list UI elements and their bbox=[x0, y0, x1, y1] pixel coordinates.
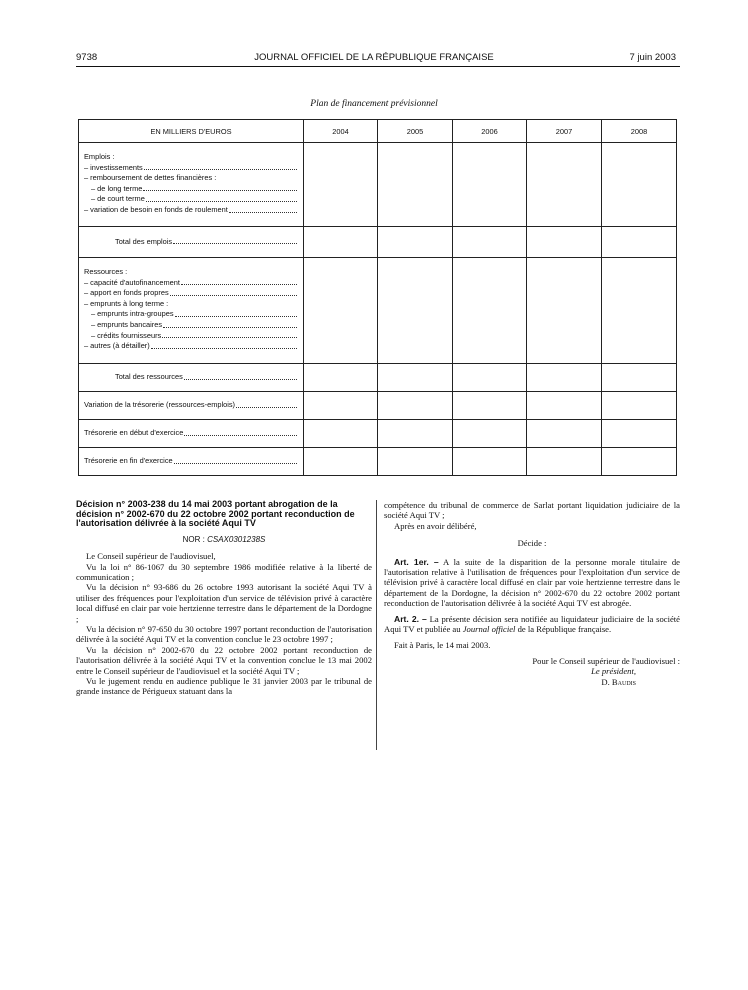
table-row bbox=[79, 420, 677, 448]
line-item: – apport en fonds propres bbox=[84, 288, 297, 299]
line-item: Variation de la trésorerie (ressources-emplois) bbox=[84, 400, 297, 411]
table-header-row bbox=[79, 120, 677, 143]
paragraph: Le Conseil supérieur de l'audiovisuel, bbox=[86, 551, 216, 562]
fait-a-paris: Fait à Paris, le 14 mai 2003. bbox=[394, 640, 491, 651]
decide-heading: Décide : bbox=[517, 538, 547, 549]
table-row bbox=[79, 227, 677, 258]
paragraph: compétence du tribunal de commerce de Sarlat portant liquidation judiciaire de la société Aqui TV ; bbox=[384, 500, 680, 521]
line-item: – de court terme bbox=[84, 194, 297, 205]
paragraph: Vu la décision n° 97-650 du 30 octobre 1997 portant reconduction de l'autorisation délivrée à la société Aqui TV et la convention conclue le 23 octobre 1997 ; bbox=[76, 624, 372, 645]
treso-fin-cell bbox=[79, 448, 304, 476]
line-item: – investissements bbox=[84, 163, 297, 174]
total-ressources-cell bbox=[79, 364, 304, 392]
table-row bbox=[79, 364, 677, 392]
emplois-cell bbox=[79, 143, 304, 227]
paragraph: Vu la décision n° 93-686 du 26 octobre 1993 autorisant la société Aqui TV à utiliser des fréquences pour l'exploitation d'un service de télévision privé à caractère local diffusé en clair par voie hertzienne terrestre dans le département de la Dordogne ; bbox=[76, 582, 372, 624]
column-header: 2006 bbox=[453, 120, 527, 143]
table-row bbox=[79, 448, 677, 476]
column-header: 2008 bbox=[602, 120, 677, 143]
signature-for: Pour le Conseil supérieur de l'audiovisuel : bbox=[532, 655, 680, 666]
treso-debut-cell bbox=[79, 420, 304, 448]
financing-plan-table bbox=[78, 119, 677, 476]
column-separator bbox=[376, 500, 377, 750]
ressources-heading: Ressources : bbox=[84, 267, 128, 276]
paragraph: Vu la décision n° 2002-670 du 22 octobre 2002 portant reconduction de l'autorisation délivrée à la société Aqui TV et la convention conclue le 13 mai 2002 entre le Conseil supérieur de l'audiovisuel et la société Aqui TV ; bbox=[76, 644, 372, 676]
header-rule bbox=[76, 66, 680, 67]
line-item: – emprunts intra-groupes bbox=[84, 309, 297, 320]
page-number: 9738 bbox=[76, 52, 98, 63]
issue-date: 7 juin 2003 bbox=[629, 52, 676, 63]
line-item: Total des emplois bbox=[84, 237, 297, 248]
article-1: Art. 1er. – A la suite de la disparition de la personne morale titulaire de l'autorisation relative à l'utilisation de fréquences pour l'exploitation d'un service de télévision privé à caractère local diffusé en clair par voie hertzienne terrestre dans le département de la Dordogne, la décision n° 2002-670 du 22 octobre 2002 portant reconduction de l'autorisation délivrée à la société Aqui TV est abrogée. bbox=[384, 556, 680, 609]
line-item: Trésorerie en début d'exercice bbox=[84, 428, 297, 439]
column-header: EN MILLIERS D'EUROS bbox=[79, 120, 304, 143]
line-item: Trésorerie en fin d'exercice bbox=[84, 456, 297, 467]
total-emplois-cell bbox=[79, 227, 304, 258]
column-header: 2004 bbox=[304, 120, 378, 143]
paragraph: Après en avoir délibéré, bbox=[394, 520, 477, 531]
signature-role: Le président, bbox=[591, 666, 636, 677]
column-header: 2005 bbox=[378, 120, 453, 143]
line-item: – emprunts à long terme : bbox=[84, 298, 169, 308]
line-item: – de long terme bbox=[84, 184, 297, 195]
nor-reference: NOR : CSAX0301238S bbox=[182, 534, 266, 544]
article-2: Art. 2. – La présente décision sera notifiée au liquidateur judiciaire de la société Aqui TV et publiée au Journal officiel de la République française. bbox=[384, 613, 680, 635]
line-item: Total des ressources bbox=[84, 372, 297, 383]
table-row bbox=[79, 392, 677, 420]
line-item: – crédits fournisseurs bbox=[84, 331, 297, 342]
table-row bbox=[79, 258, 677, 364]
line-item: – capacité d'autofinancement bbox=[84, 278, 297, 289]
column-header: 2007 bbox=[527, 120, 602, 143]
signature-name: D. Baudis bbox=[601, 676, 636, 687]
emplois-heading: Emplois : bbox=[84, 152, 115, 161]
line-item: – autres (à détailler) bbox=[84, 341, 297, 352]
decision-left-column bbox=[76, 500, 372, 697]
paragraph: Vu le jugement rendu en audience publique le 31 janvier 2003 par le tribunal de grande instance de Périgueux statuant dans la bbox=[76, 676, 372, 697]
line-item: – remboursement de dettes financières : bbox=[84, 173, 217, 183]
line-item: – emprunts bancaires bbox=[84, 320, 297, 331]
line-item: – variation de besoin en fonds de roulement bbox=[84, 205, 297, 216]
ressources-cell bbox=[79, 258, 304, 364]
table-row bbox=[79, 143, 677, 227]
variation-cell bbox=[79, 392, 304, 420]
decision-title: Décision n° 2003-238 du 14 mai 2003 portant abrogation de la décision n° 2002-670 du 22 octobre 2002 portant reconduction de l'autorisation délivrée à la société Aqui TV bbox=[76, 499, 355, 529]
paragraph: Vu la loi n° 86-1067 du 30 septembre 1986 modifiée relative à la liberté de communication ; bbox=[76, 561, 372, 582]
decision-right-column bbox=[384, 500, 680, 687]
plan-title: Plan de financement prévisionnel bbox=[310, 99, 438, 109]
journal-title: JOURNAL OFFICIEL DE LA RÉPUBLIQUE FRANÇAISE bbox=[254, 52, 494, 63]
